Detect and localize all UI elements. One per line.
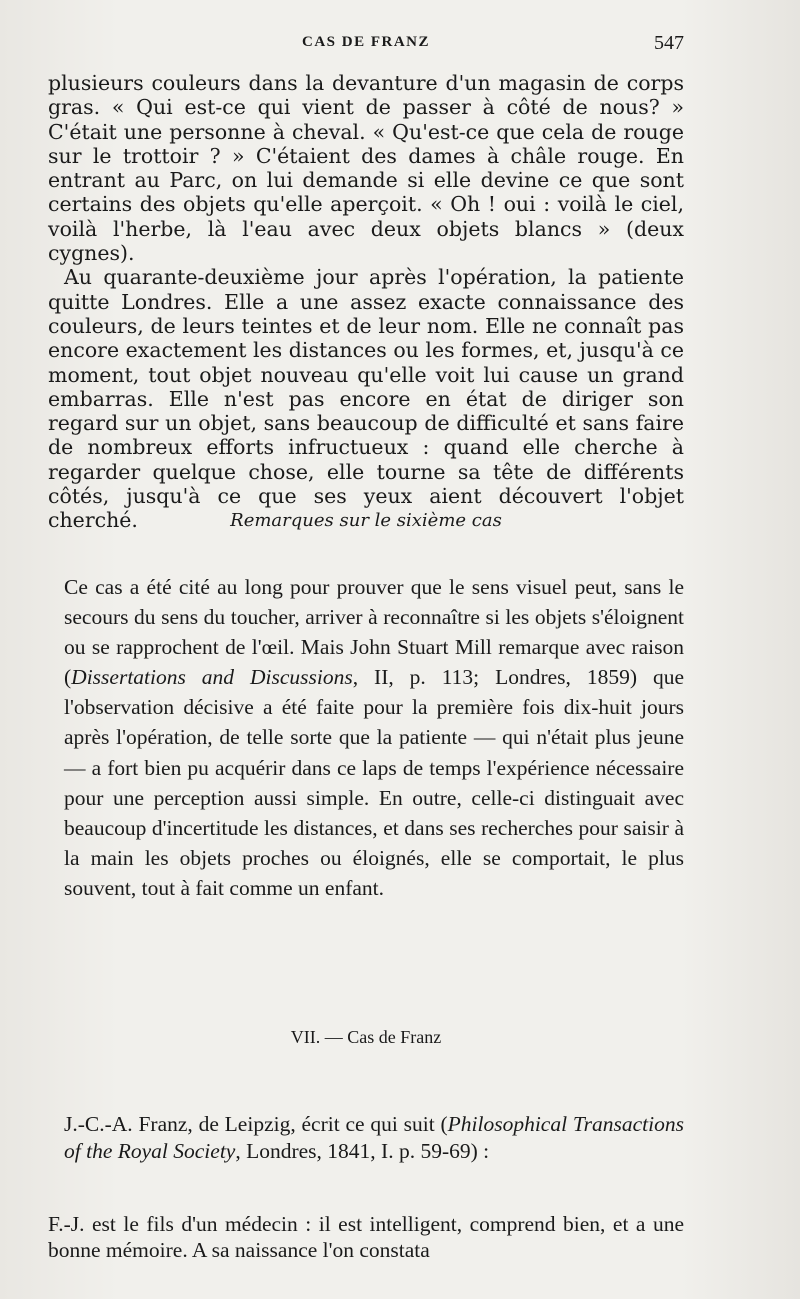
chapter-heading: VII. — Cas de Franz	[290, 1027, 442, 1047]
paragraph: F.-J. est le fils d'un médecin : il est intelligent, comprend bien, et a une bonne mémoire. A sa naissance l'on constata	[48, 1212, 684, 1262]
remarks-text	[64, 572, 684, 903]
franz-intro	[64, 1111, 684, 1165]
citation-title: Dissertations and Discussions	[71, 665, 353, 690]
remarks-heading: Remarques sur le sixième cas	[230, 510, 502, 531]
opening-text	[48, 71, 684, 533]
remarks-text-part: , II, p. 113; Londres, 1859) que l'observation décisive a été faite pour la première fois dix-huit jours après l'opération, de telle sorte que la patiente — qui n'était plus jeune — a fort bien pu acquérir dans ce laps de temps l'expérience nécessaire pour une perception aussi simple. En outre, celle-ci distinguait avec beaucoup d'incertitude les distances, et dans ses recherches pour saisir à la main les objets proches ou éloignés, elle se comportait, le plus souvent, tout à fait comme un enfant.	[64, 665, 684, 900]
paragraph	[64, 572, 684, 903]
franz-text	[48, 1211, 684, 1263]
paragraph-continued: plusieurs couleurs dans la devanture d'un magasin de corps gras. « Qui est-ce qui vient de passer à côté de nous? » C'était une personne à cheval. « Qu'est-ce que cela de rouge sur le trottoir ? » C'étaient des dames à châle rouge. En entrant au Parc, on lui demande si elle devine ce que sont certains des objets qu'elle aperçoit. « Oh ! oui : voilà le ciel, voilà l'herbe, là l'eau avec deux objets blancs » (deux cygnes).	[48, 71, 684, 266]
citation-title: Philosophical Transactions of the Royal Society	[64, 1112, 684, 1163]
page-number: 547	[654, 32, 684, 54]
intro-text-part: J.-C.-A. Franz, de Leipzig, écrit ce qui suit (	[64, 1112, 448, 1136]
paragraph: Au quarante-deuxième jour après l'opération, la patiente quitte Londres. Elle a une assez exacte connaissance des couleurs, de leurs teintes et de leur nom. Elle ne connaît pas encore exactement les distances ou les formes, et, jusqu'à ce moment, tout objet nouveau qu'elle voit lui cause un grand embarras. Elle n'est pas encore en état de diriger son regard sur un objet, sans beaucoup de difficulté et sans faire de nombreux efforts infructueux : quand elle cherche à regarder quelque chose, elle tourne sa tête de différents côtés, jusqu'à ce que ses yeux aient découvert l'objet cherché.	[48, 265, 684, 533]
remarks-text-part: Ce cas a été cité au long pour prouver que le sens visuel peut, sans le secours du sens du toucher, arriver à reconnaître si les objets s'éloignent ou se rapprochent de l'œil. Mais John Stuart Mill remarque avec raison (	[64, 575, 684, 690]
running-title: CAS DE FRANZ	[301, 34, 430, 50]
page-header	[48, 34, 684, 60]
paragraph	[64, 1111, 684, 1165]
intro-text-part: , Londres, 1841, I. p. 59-69) :	[235, 1139, 490, 1163]
